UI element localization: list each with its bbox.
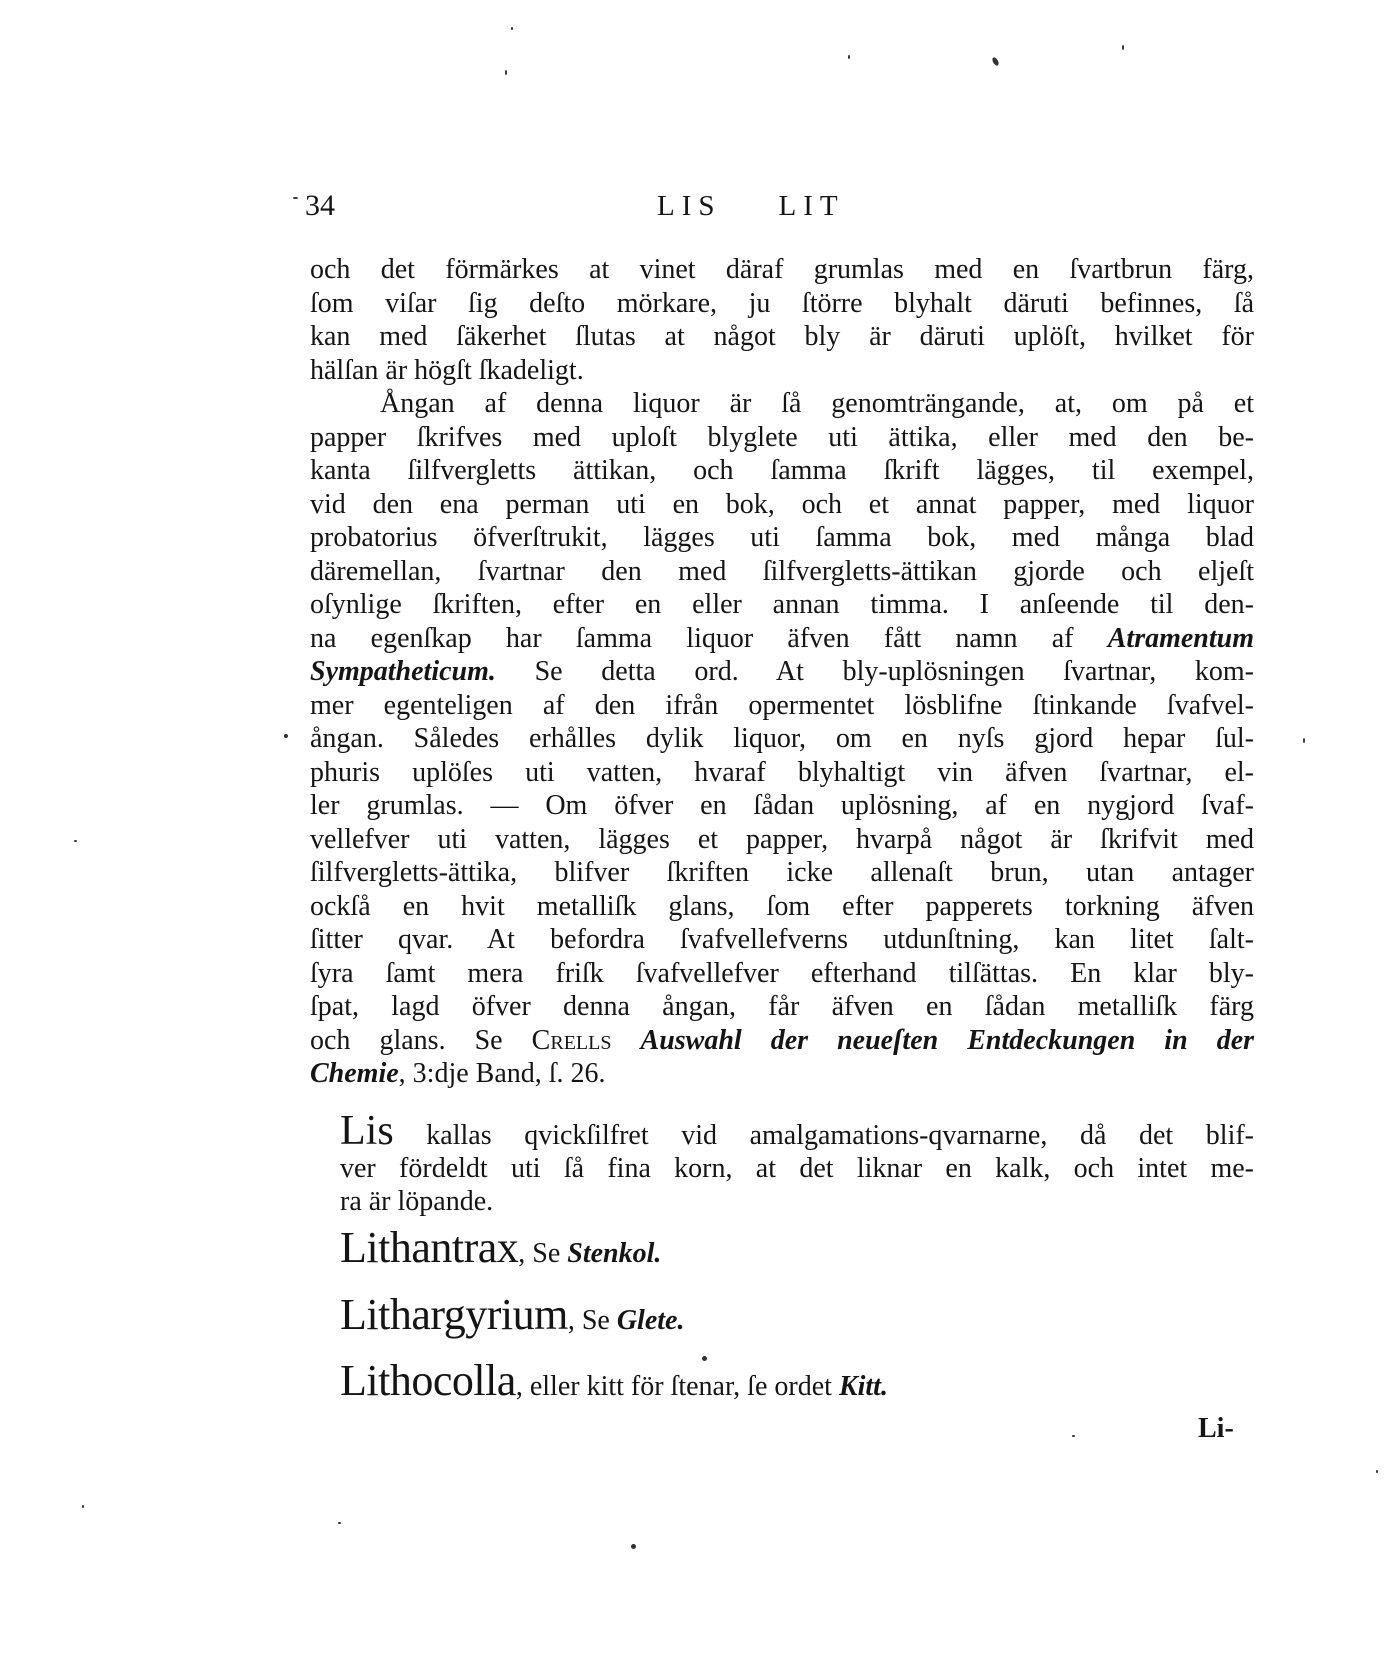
text-line: ſom viſar ſig deſto mörkare, ju ſtörre blyhalt däruti befinnes, ſå — [310, 287, 1254, 319]
text-line: kan med ſäkerhet ſlutas at något bly är däruti uplöſt, hvilket för — [310, 321, 1254, 352]
entry-lithocolla — [340, 1355, 888, 1406]
speck — [1072, 1435, 1075, 1437]
italic-term: Atramentum — [1107, 622, 1254, 654]
speck — [505, 70, 507, 75]
author-name: Crells — [531, 1024, 612, 1056]
entry-lis — [340, 1108, 1255, 1218]
speck — [1376, 1470, 1378, 1473]
entry-text: , Se — [567, 1305, 610, 1336]
text-segment: Se detta ord. At bly-uplösningen ſvartnar, kom- — [534, 656, 1254, 687]
text-line: ra är löpande. — [340, 1186, 494, 1217]
text-line: hälſan är högſt ſkadeligt. — [310, 354, 584, 386]
text-line: ockſå en hvit metalliſk glans, ſom efter papperets torkning äfven — [310, 890, 1254, 922]
text-line: phuris uplöſes uti vatten, hvaraf blyhaltigt vin äfven ſvartnar, el- — [310, 756, 1254, 788]
body-text — [310, 253, 1254, 1091]
entry-reference: Glete. — [616, 1305, 685, 1336]
italic-title: Auswahl der neueſten Entdeckungen in der — [640, 1024, 1255, 1056]
speck — [293, 197, 298, 199]
text-line: ſyra ſamt mera friſk ſvafvellefver efterhand tilſättas. En klar bly- — [310, 957, 1254, 989]
text-line: däremellan, ſvartnar den med ſilfvergletts-ättikan gjorde och eljeſt — [310, 555, 1254, 587]
text-line: Ångan af denna liquor är ſå genomträngande, at, om på et — [380, 388, 1254, 419]
speck — [1303, 738, 1305, 743]
entry-reference: Stenkol. — [567, 1238, 662, 1269]
text-line: kanta ſilfvergletts ättikan, och ſamma ſkrift lägges, til exempel, — [310, 455, 1254, 486]
speck — [991, 56, 1000, 66]
page-number: 34 — [305, 189, 335, 222]
entry-headword: Lis — [340, 1108, 394, 1154]
entry-headword: Lithocolla — [340, 1356, 516, 1405]
text-line: ver fördeldt uti ſå fina korn, at det liknar en kalk, och intet me- — [340, 1153, 1254, 1184]
speck — [74, 840, 77, 842]
text-line: oſynlige ſkriften, efter en eller annan timma. I anſeende til den- — [310, 589, 1254, 620]
speck — [338, 1522, 341, 1524]
speck — [82, 1505, 84, 1508]
catchword: Li- — [1198, 1413, 1234, 1444]
entry-reference: Kitt. — [838, 1371, 888, 1402]
text-line — [310, 1024, 1254, 1058]
speck — [631, 1544, 636, 1549]
italic-term: Sympatheticum. — [310, 656, 496, 687]
text-segment: na egenſkap har ſamma liquor äfven fått namn af — [310, 622, 1074, 654]
text-line: ſilfvergletts-ättika, blifver ſkriften icke allenaſt brun, utan antager — [310, 857, 1254, 888]
text-line: vid den ena perman uti en bok, och et annat papper, med liquor — [310, 488, 1254, 520]
text-line: vellefver uti vatten, lägges et papper, hvarpå något är ſkrifvit med — [310, 823, 1254, 855]
text-line: mer egenteligen af den ifrån opermentet lösblifne ſtinkande ſvafvel- — [310, 689, 1254, 721]
speck — [284, 734, 288, 738]
text-line: ſpat, lagd öfver denna ångan, får äfven en ſådan metalliſk färg — [310, 991, 1254, 1022]
speck — [1122, 45, 1124, 50]
entry-text: , eller kitt för ſtenar, ſe ordet — [515, 1371, 832, 1402]
text-line: papper ſkrifves med uploſt blyglete uti ättika, eller med den be- — [310, 421, 1254, 453]
text-line: ler grumlas. — Om öfver en ſådan uplösning, af en nygjord ſvaf- — [310, 790, 1254, 821]
running-head: LIS LIT — [657, 190, 845, 222]
italic-title: Chemie — [310, 1058, 399, 1089]
entry-headword: Lithargyrium — [340, 1290, 568, 1339]
speck — [511, 27, 513, 30]
entry-lithargyrium — [340, 1289, 684, 1340]
text-line — [310, 1057, 1254, 1091]
text-line: och det förmärkes at vinet däraf grumlas med en ſvartbrun färg, — [310, 254, 1254, 285]
page-header — [305, 186, 1255, 226]
text-segment: och glans. Se — [310, 1024, 503, 1056]
text-line — [310, 622, 1254, 656]
entry-headword: Lithantrax — [340, 1223, 519, 1272]
speck — [848, 55, 850, 59]
text-line — [340, 1108, 1255, 1154]
text-segment: , 3:dje Band, ſ. 26. — [398, 1058, 606, 1089]
text-line: ſitter qvar. At befordra ſvafvellefverns utdunſtning, kan litet ſalt- — [310, 924, 1254, 955]
text-line — [310, 655, 1254, 689]
entry-text: , Se — [518, 1238, 561, 1269]
text-line: probatorius öfverſtrukit, lägges uti ſamma bok, med många blad — [310, 522, 1254, 553]
entry-lithantrax — [340, 1222, 661, 1273]
text-segment: kallas qvickſilfret vid amalgamations-qvarnarne, då det blif- — [426, 1120, 1255, 1151]
text-line: ångan. Således erhålles dylik liquor, om en nyſs gjord hepar ſul- — [310, 723, 1254, 754]
